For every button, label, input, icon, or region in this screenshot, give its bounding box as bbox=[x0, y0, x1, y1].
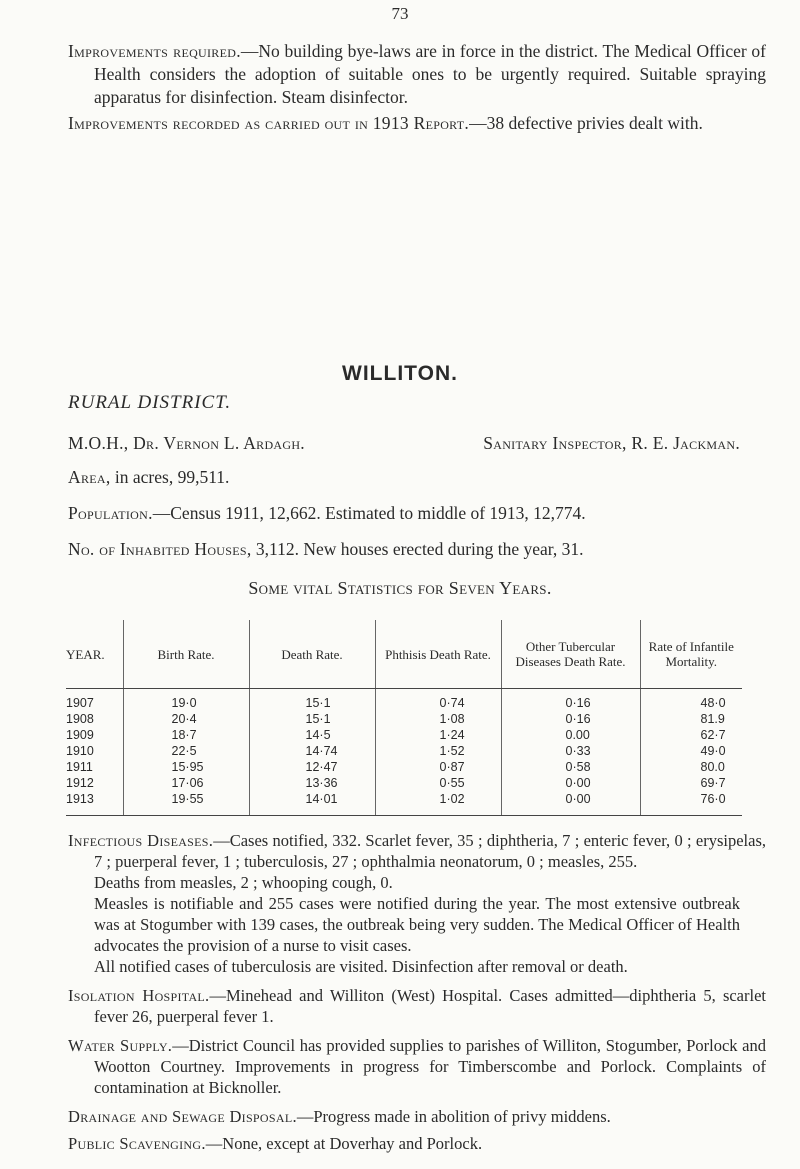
scavenging-label: Public Scavenging. bbox=[68, 1134, 206, 1153]
cell-death-rate: 13·36 bbox=[249, 775, 375, 791]
table-row bbox=[66, 791, 742, 816]
houses-text: 3,112. New houses erected during the year, 31. bbox=[251, 539, 584, 559]
cell-phthisis: 1·24 bbox=[375, 727, 501, 743]
houses-line bbox=[68, 538, 740, 561]
cell-year: 1913 bbox=[66, 791, 123, 816]
population-line bbox=[68, 502, 740, 525]
cell-death-rate: 14·01 bbox=[249, 791, 375, 816]
infectious-diseases-text: —Cases notified, 332. Scarlet fever, 35 ; diphtheria, 7 ; enteric fever, 0 ; erysipelas, 7 ; puerperal fever, 1 ; tuberculosis, 27 ; ophthalmia neonatorum, 0 ; measles, 255. bbox=[94, 831, 766, 871]
water-supply-label: Water Supply. bbox=[68, 1036, 173, 1055]
measles-note bbox=[68, 893, 740, 956]
cell-infantile-mortality: 80.0 bbox=[640, 759, 742, 775]
vital-statistics-table bbox=[66, 620, 742, 816]
cell-other-tubercular: 0·00 bbox=[501, 791, 640, 816]
col-header-birth-rate: Birth Rate. bbox=[123, 620, 249, 689]
table-row bbox=[66, 727, 742, 743]
cell-infantile-mortality: 69·7 bbox=[640, 775, 742, 791]
drainage-paragraph bbox=[68, 1106, 740, 1127]
population-label: Population. bbox=[68, 503, 153, 523]
cell-year: 1909 bbox=[66, 728, 94, 742]
cell-death-rate: 14·5 bbox=[249, 727, 375, 743]
cell-year: 1908 bbox=[66, 712, 94, 726]
cell-birth-rate: 22·5 bbox=[123, 743, 249, 759]
cell-phthisis: 0·74 bbox=[375, 689, 501, 712]
table-header-row bbox=[66, 620, 742, 689]
table-title: Some vital Statistics for Seven Years. bbox=[248, 578, 552, 598]
district-subheading: RURAL DISTRICT. bbox=[68, 392, 232, 413]
table-row bbox=[66, 775, 742, 791]
infectious-diseases-label: Infectious Diseases. bbox=[68, 831, 214, 850]
col-header-infantile-mortality: Rate of Infantile Mortality. bbox=[640, 620, 742, 689]
water-supply-paragraph bbox=[68, 1035, 766, 1098]
cell-other-tubercular: 0·16 bbox=[501, 689, 640, 712]
area-label: Area, bbox=[68, 467, 111, 487]
col-header-year: YEAR. bbox=[66, 620, 123, 689]
sanitary-inspector: Sanitary Inspector, R. E. Jackman. bbox=[483, 433, 740, 453]
cell-death-rate: 15·1 bbox=[249, 689, 375, 712]
isolation-hospital-label: Isolation Hospital. bbox=[68, 986, 210, 1005]
improvements-recorded-paragraph bbox=[68, 112, 766, 135]
medical-officer: M.O.H., Dr. Vernon L. Ardagh. bbox=[68, 433, 305, 453]
cell-infantile-mortality: 62·7 bbox=[640, 727, 742, 743]
cell-birth-rate: 19·55 bbox=[123, 791, 249, 816]
col-header-other-tubercular: Other Tubercular Diseases Death Rate. bbox=[501, 620, 640, 689]
houses-label: No. of Inhabited Houses, bbox=[68, 539, 252, 559]
cell-year: 1907 bbox=[66, 696, 94, 710]
drainage-label: Drainage and Sewage Disposal. bbox=[68, 1107, 297, 1126]
cell-birth-rate: 17·06 bbox=[123, 775, 249, 791]
cell-other-tubercular: 0·58 bbox=[501, 759, 640, 775]
scavenging-text: —None, except at Doverhay and Porlock. bbox=[205, 1134, 483, 1153]
page-number: 73 bbox=[391, 4, 409, 23]
officers-line bbox=[68, 432, 740, 455]
table-row bbox=[66, 711, 742, 727]
cell-other-tubercular: 0·33 bbox=[501, 743, 640, 759]
table-row bbox=[66, 689, 742, 712]
cell-infantile-mortality: 48·0 bbox=[640, 689, 742, 712]
area-line bbox=[68, 466, 740, 489]
table-row bbox=[66, 743, 742, 759]
cell-death-rate: 15·1 bbox=[249, 711, 375, 727]
improvements-required-label: Improvements required. bbox=[68, 41, 241, 61]
cell-phthisis: 0·87 bbox=[375, 759, 501, 775]
cell-year: 1912 bbox=[66, 776, 94, 790]
measles-note-text: Measles is notifiable and 255 cases were notified during the year. The most extensive outbreak was at Stogumber with 139 cases, the outbreak being very sudden. The Medical Officer of Health advocates the provision of a nurse to visit cases. bbox=[94, 894, 740, 955]
infectious-diseases-paragraph bbox=[68, 830, 766, 872]
cell-year: 1910 bbox=[66, 744, 94, 758]
cell-death-rate: 14·74 bbox=[249, 743, 375, 759]
tuberculosis-note: All notified cases of tuberculosis are visited. Disinfection after removal or death. bbox=[94, 957, 628, 976]
scavenging-paragraph bbox=[68, 1133, 740, 1154]
cell-infantile-mortality: 76·0 bbox=[640, 791, 742, 816]
table-row bbox=[66, 759, 742, 775]
cell-other-tubercular: 0·16 bbox=[501, 711, 640, 727]
cell-phthisis: 1·08 bbox=[375, 711, 501, 727]
measles-deaths: Deaths from measles, 2 ; whooping cough, 0. bbox=[94, 873, 393, 892]
improvements-recorded-label: Improvements recorded as carried out in 1913 Report. bbox=[68, 113, 470, 133]
improvements-required-text: —No building bye-laws are in force in the district. The Medical Officer of Health considers the adoption of suitable ones to be urgently required. Suitable spraying apparatus for disinfection. Steam disinfector. bbox=[94, 41, 766, 107]
cell-birth-rate: 19·0 bbox=[123, 689, 249, 712]
population-text: —Census 1911, 12,662. Estimated to middle of 1913, 12,774. bbox=[152, 503, 586, 523]
cell-infantile-mortality: 49·0 bbox=[640, 743, 742, 759]
isolation-hospital-text: —Minehead and Williton (West) Hospital. Cases admitted—diphtheria 5, scarlet fever 26, puerperal fever 1. bbox=[94, 986, 766, 1026]
district-heading: WILLITON. bbox=[342, 362, 458, 385]
isolation-hospital-paragraph bbox=[68, 985, 766, 1027]
cell-other-tubercular: 0·00 bbox=[501, 775, 640, 791]
cell-birth-rate: 18·7 bbox=[123, 727, 249, 743]
drainage-text: —Progress made in abolition of privy middens. bbox=[296, 1107, 611, 1126]
water-supply-text: —District Council has provided supplies to parishes of Williton, Stogumber, Porlock and Wootton Courtney. Improvements in progress for Timberscombe and Porlock. Complaints of contamination at Bicknoller. bbox=[94, 1036, 766, 1097]
improvements-recorded-text: —38 defective privies dealt with. bbox=[469, 113, 703, 133]
cell-year: 1911 bbox=[66, 760, 93, 774]
cell-phthisis: 1·02 bbox=[375, 791, 501, 816]
area-text: in acres, 99,511. bbox=[110, 467, 230, 487]
cell-death-rate: 12·47 bbox=[249, 759, 375, 775]
col-header-death-rate: Death Rate. bbox=[249, 620, 375, 689]
cell-phthisis: 0·55 bbox=[375, 775, 501, 791]
cell-other-tubercular: 0.00 bbox=[501, 727, 640, 743]
improvements-required-paragraph bbox=[68, 40, 766, 109]
cell-birth-rate: 20·4 bbox=[123, 711, 249, 727]
cell-birth-rate: 15·95 bbox=[123, 759, 249, 775]
col-header-phthisis: Phthisis Death Rate. bbox=[375, 620, 501, 689]
cell-infantile-mortality: 81.9 bbox=[640, 711, 742, 727]
cell-phthisis: 1·52 bbox=[375, 743, 501, 759]
